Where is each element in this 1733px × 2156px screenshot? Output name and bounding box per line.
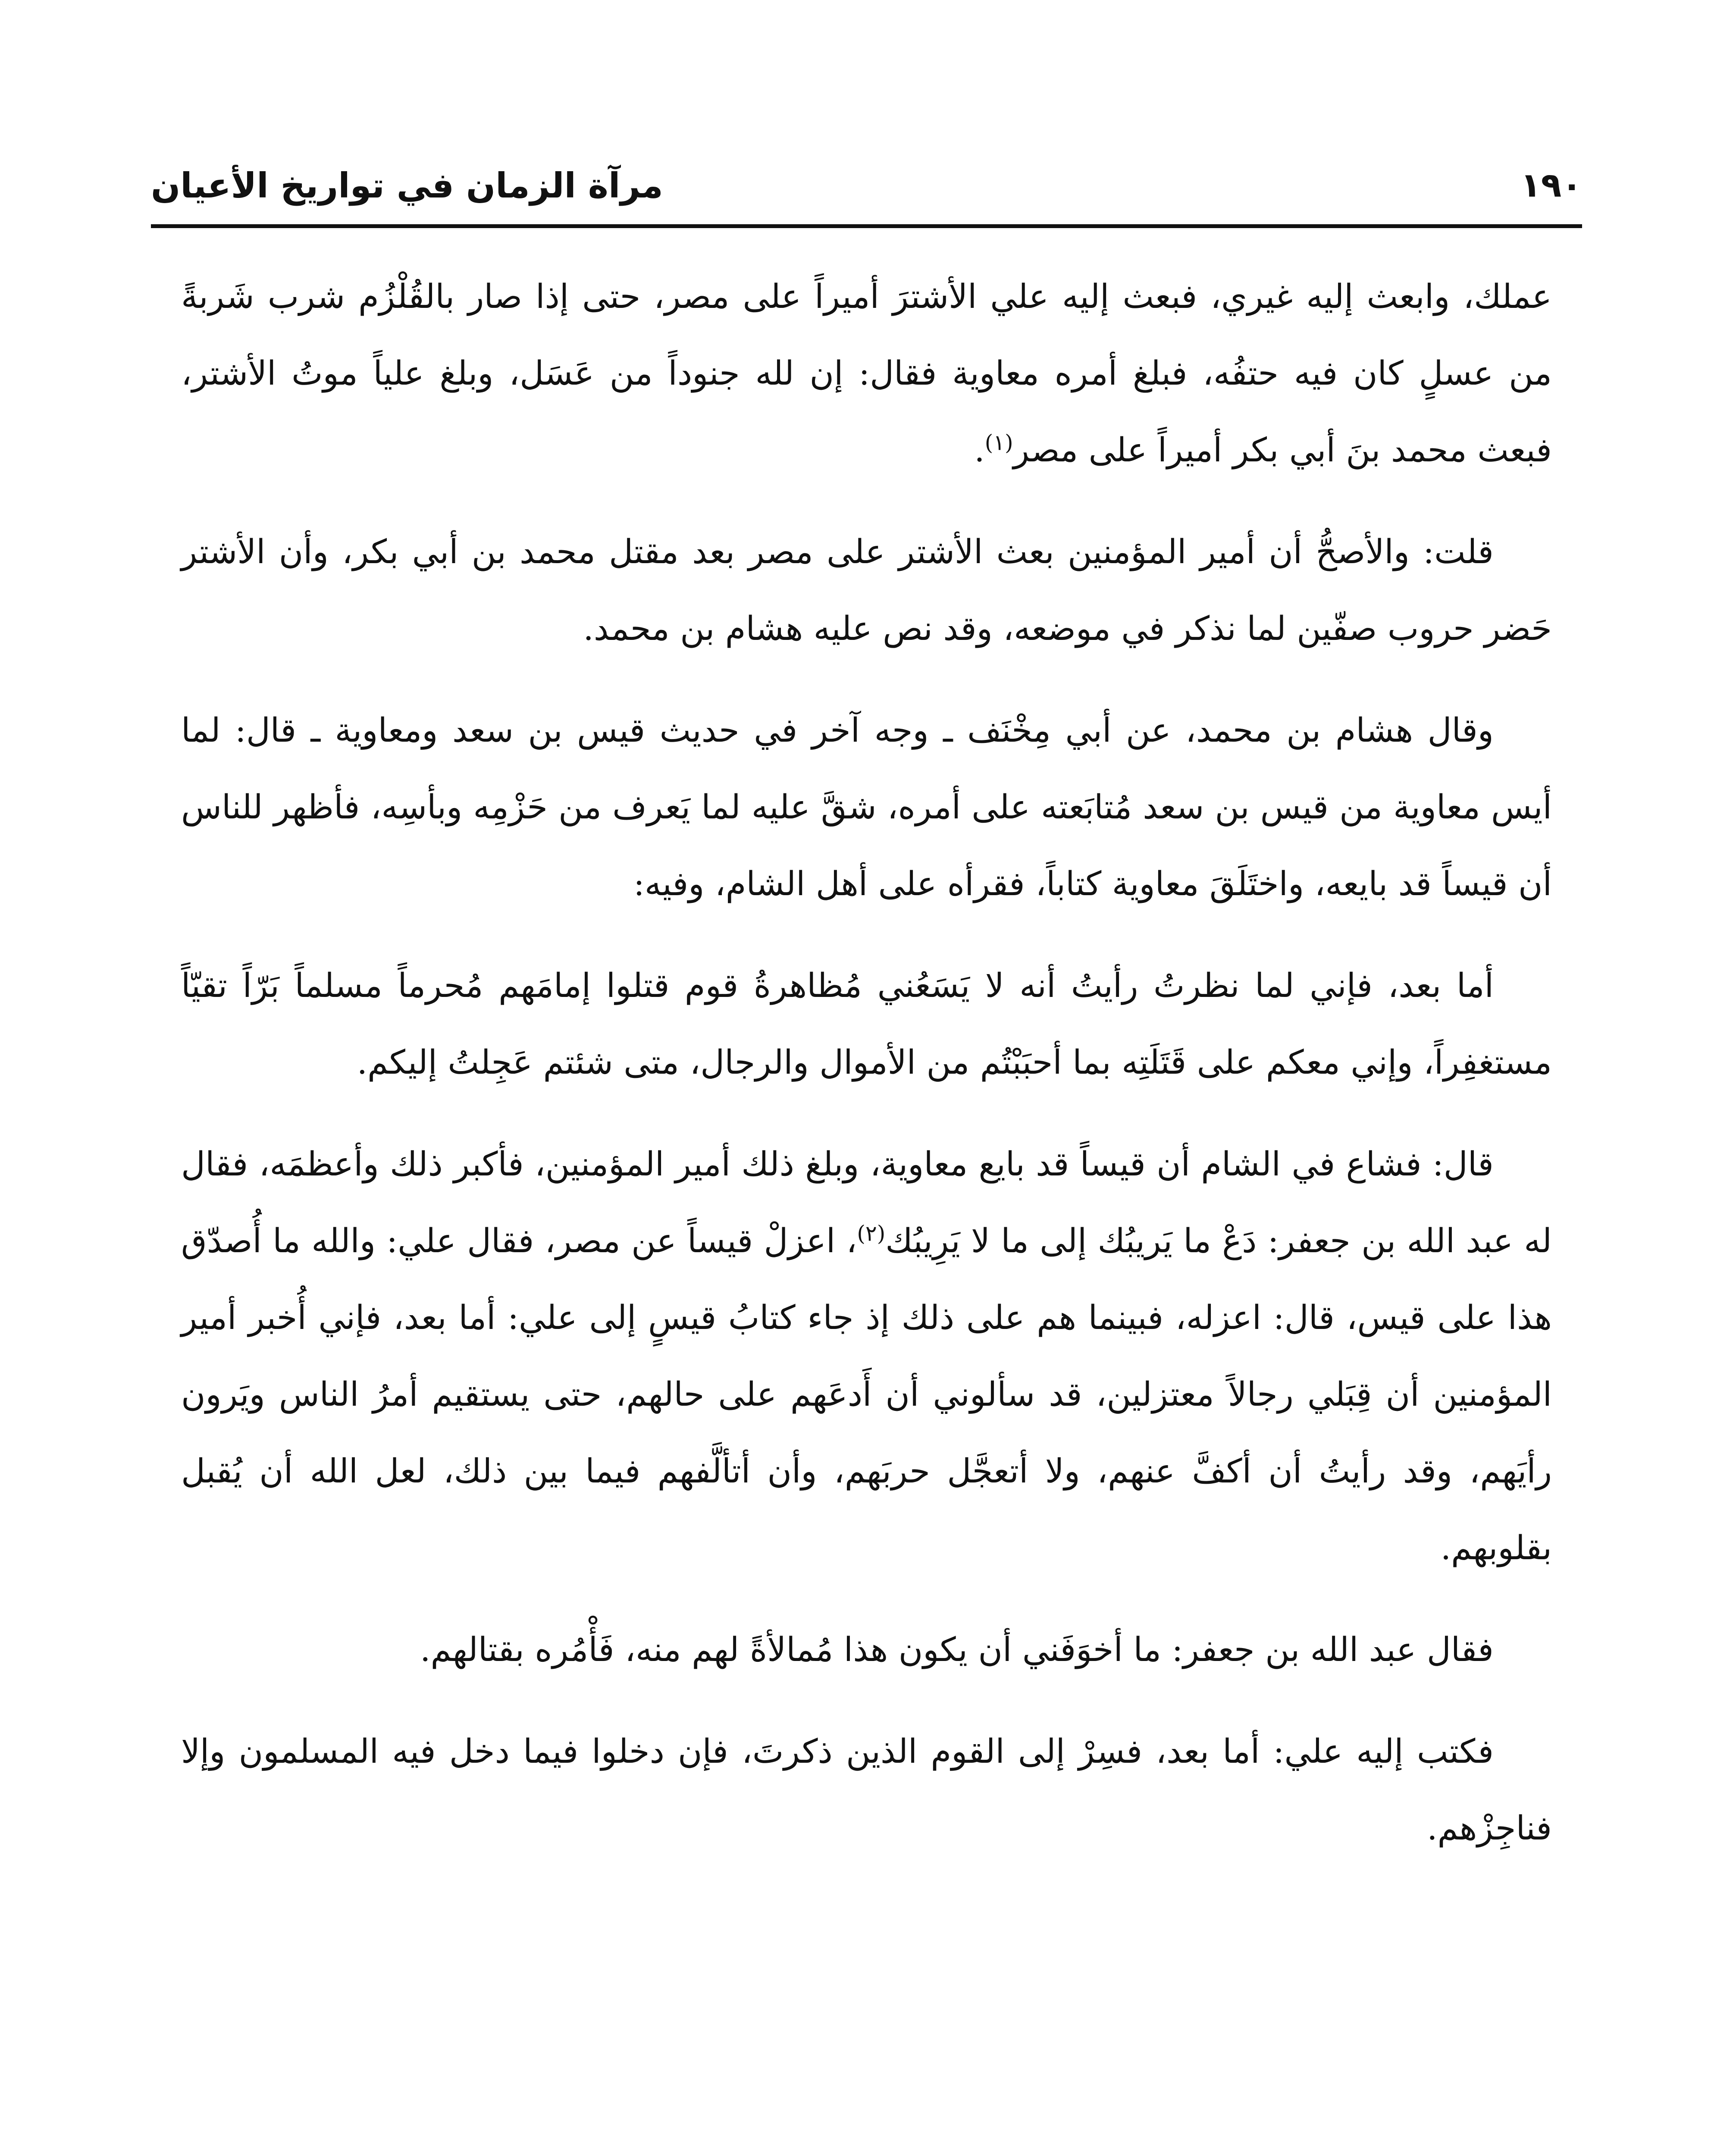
paragraph-text: وقال هشام بن محمد، عن أبي مِخْنَف ـ وجه آخر في حديث قيس بن سعد ومعاوية ـ قال: لما أيس معاوية من قيس بن سعد مُتابَعته على أمره، شقَّ عليه لما يَعرف من حَزْمِه وبأسِه، فأظهر للناس أن قيساً قد بايعه، واختَلَقَ معاوية كتاباً، فقرأه على أهل الشام، وفيه:	[181, 711, 1552, 903]
footnote-ref-2: (٢)	[857, 1221, 886, 1246]
paragraph-text: قال: فشاع في الشام أن قيساً قد بايع معاوية، وبلغ ذلك أمير المؤمنين، فأكبر ذلك وأعظمَه، فقال له عبد الله بن جعفر: دَعْ ما يَريبُك إلى ما لا يَرِيبُك	[181, 1145, 1552, 1260]
paragraph-text: عملك، وابعث إليه غيري، فبعث إليه علي الأشترَ أميراً على مصر، حتى إذا صار بالقُلْزُم شرب شَربةً من عسلٍ كان فيه حتفُه، فبلغ أمره معاوية فقال: إن لله جنوداً من عَسَل، وبلغ علياً موتُ الأشتر، فبعث محمد بنَ أبي بكر أميراً على مصر	[181, 278, 1552, 470]
main-text	[181, 259, 1552, 1892]
page-header	[151, 142, 1582, 229]
running-title: مرآة الزمان في تواريخ الأعيان	[151, 165, 663, 206]
paragraph-text: .	[974, 431, 985, 470]
paragraph-text: فقال عبد الله بن جعفر: ما أخوَفَني أن يكون هذا مُمالأةً لهم منه، فَأْمُره بقتالهم.	[420, 1631, 1494, 1669]
footnote-ref-1: (١)	[984, 430, 1013, 455]
paragraph-7	[181, 1714, 1552, 1867]
paragraph-4	[181, 948, 1552, 1101]
paragraph-3	[181, 693, 1552, 923]
paragraph-5	[181, 1126, 1552, 1587]
paragraph-1	[181, 259, 1552, 489]
paragraph-text: ، اعزلْ قيساً عن مصر، فقال علي: والله ما أُصدّق هذا على قيس، قال: اعزله، فبينما هم على ذلك إذ جاء كتابُ قيسٍ إلى علي: أما بعد، فإني أُخبر أمير المؤمنين أن قِبَلي رجالاً معتزلين، قد سألوني أن أَدعَهم على حالهم، حتى يستقيم أمرُ الناس ويَرون رأيَهم، وقد رأيتُ أن أكفَّ عنهم، ولا أتعجَّل حربَهم، وأن أتألَّفهم فيما بين ذلك، لعل الله أن يُقبل بقلوبهم.	[181, 1222, 1552, 1567]
paragraph-6	[181, 1612, 1552, 1689]
paragraph-text: أما بعد، فإني لما نظرتُ رأيتُ أنه لا يَسَعُني مُظاهرةُ قوم قتلوا إمامَهم مُحرماً مسلماً بَرّاً تقيّاً مستغفِراً، وإني معكم على قَتَلَتِه بما أحبَبْتُم من الأموال والرجال، متى شئتم عَجِلتُ إليكم.	[181, 967, 1552, 1082]
paragraph-text: فكتب إليه علي: أما بعد، فسِرْ إلى القوم الذين ذكرتَ، فإن دخلوا فيما دخل فيه المسلمون وإلا فناجِزْهم.	[181, 1733, 1552, 1848]
header-divider	[151, 224, 1582, 228]
paragraph-2	[181, 514, 1552, 667]
page-number: ١٩٠	[1520, 166, 1582, 205]
paragraph-text: قلت: والأصحُّ أن أمير المؤمنين بعث الأشتر على مصر بعد مقتل محمد بن أبي بكر، وأن الأشتر حَضر حروب صفّين لما نذكر في موضعه، وقد نص عليه هشام بن محمد.	[181, 533, 1552, 648]
